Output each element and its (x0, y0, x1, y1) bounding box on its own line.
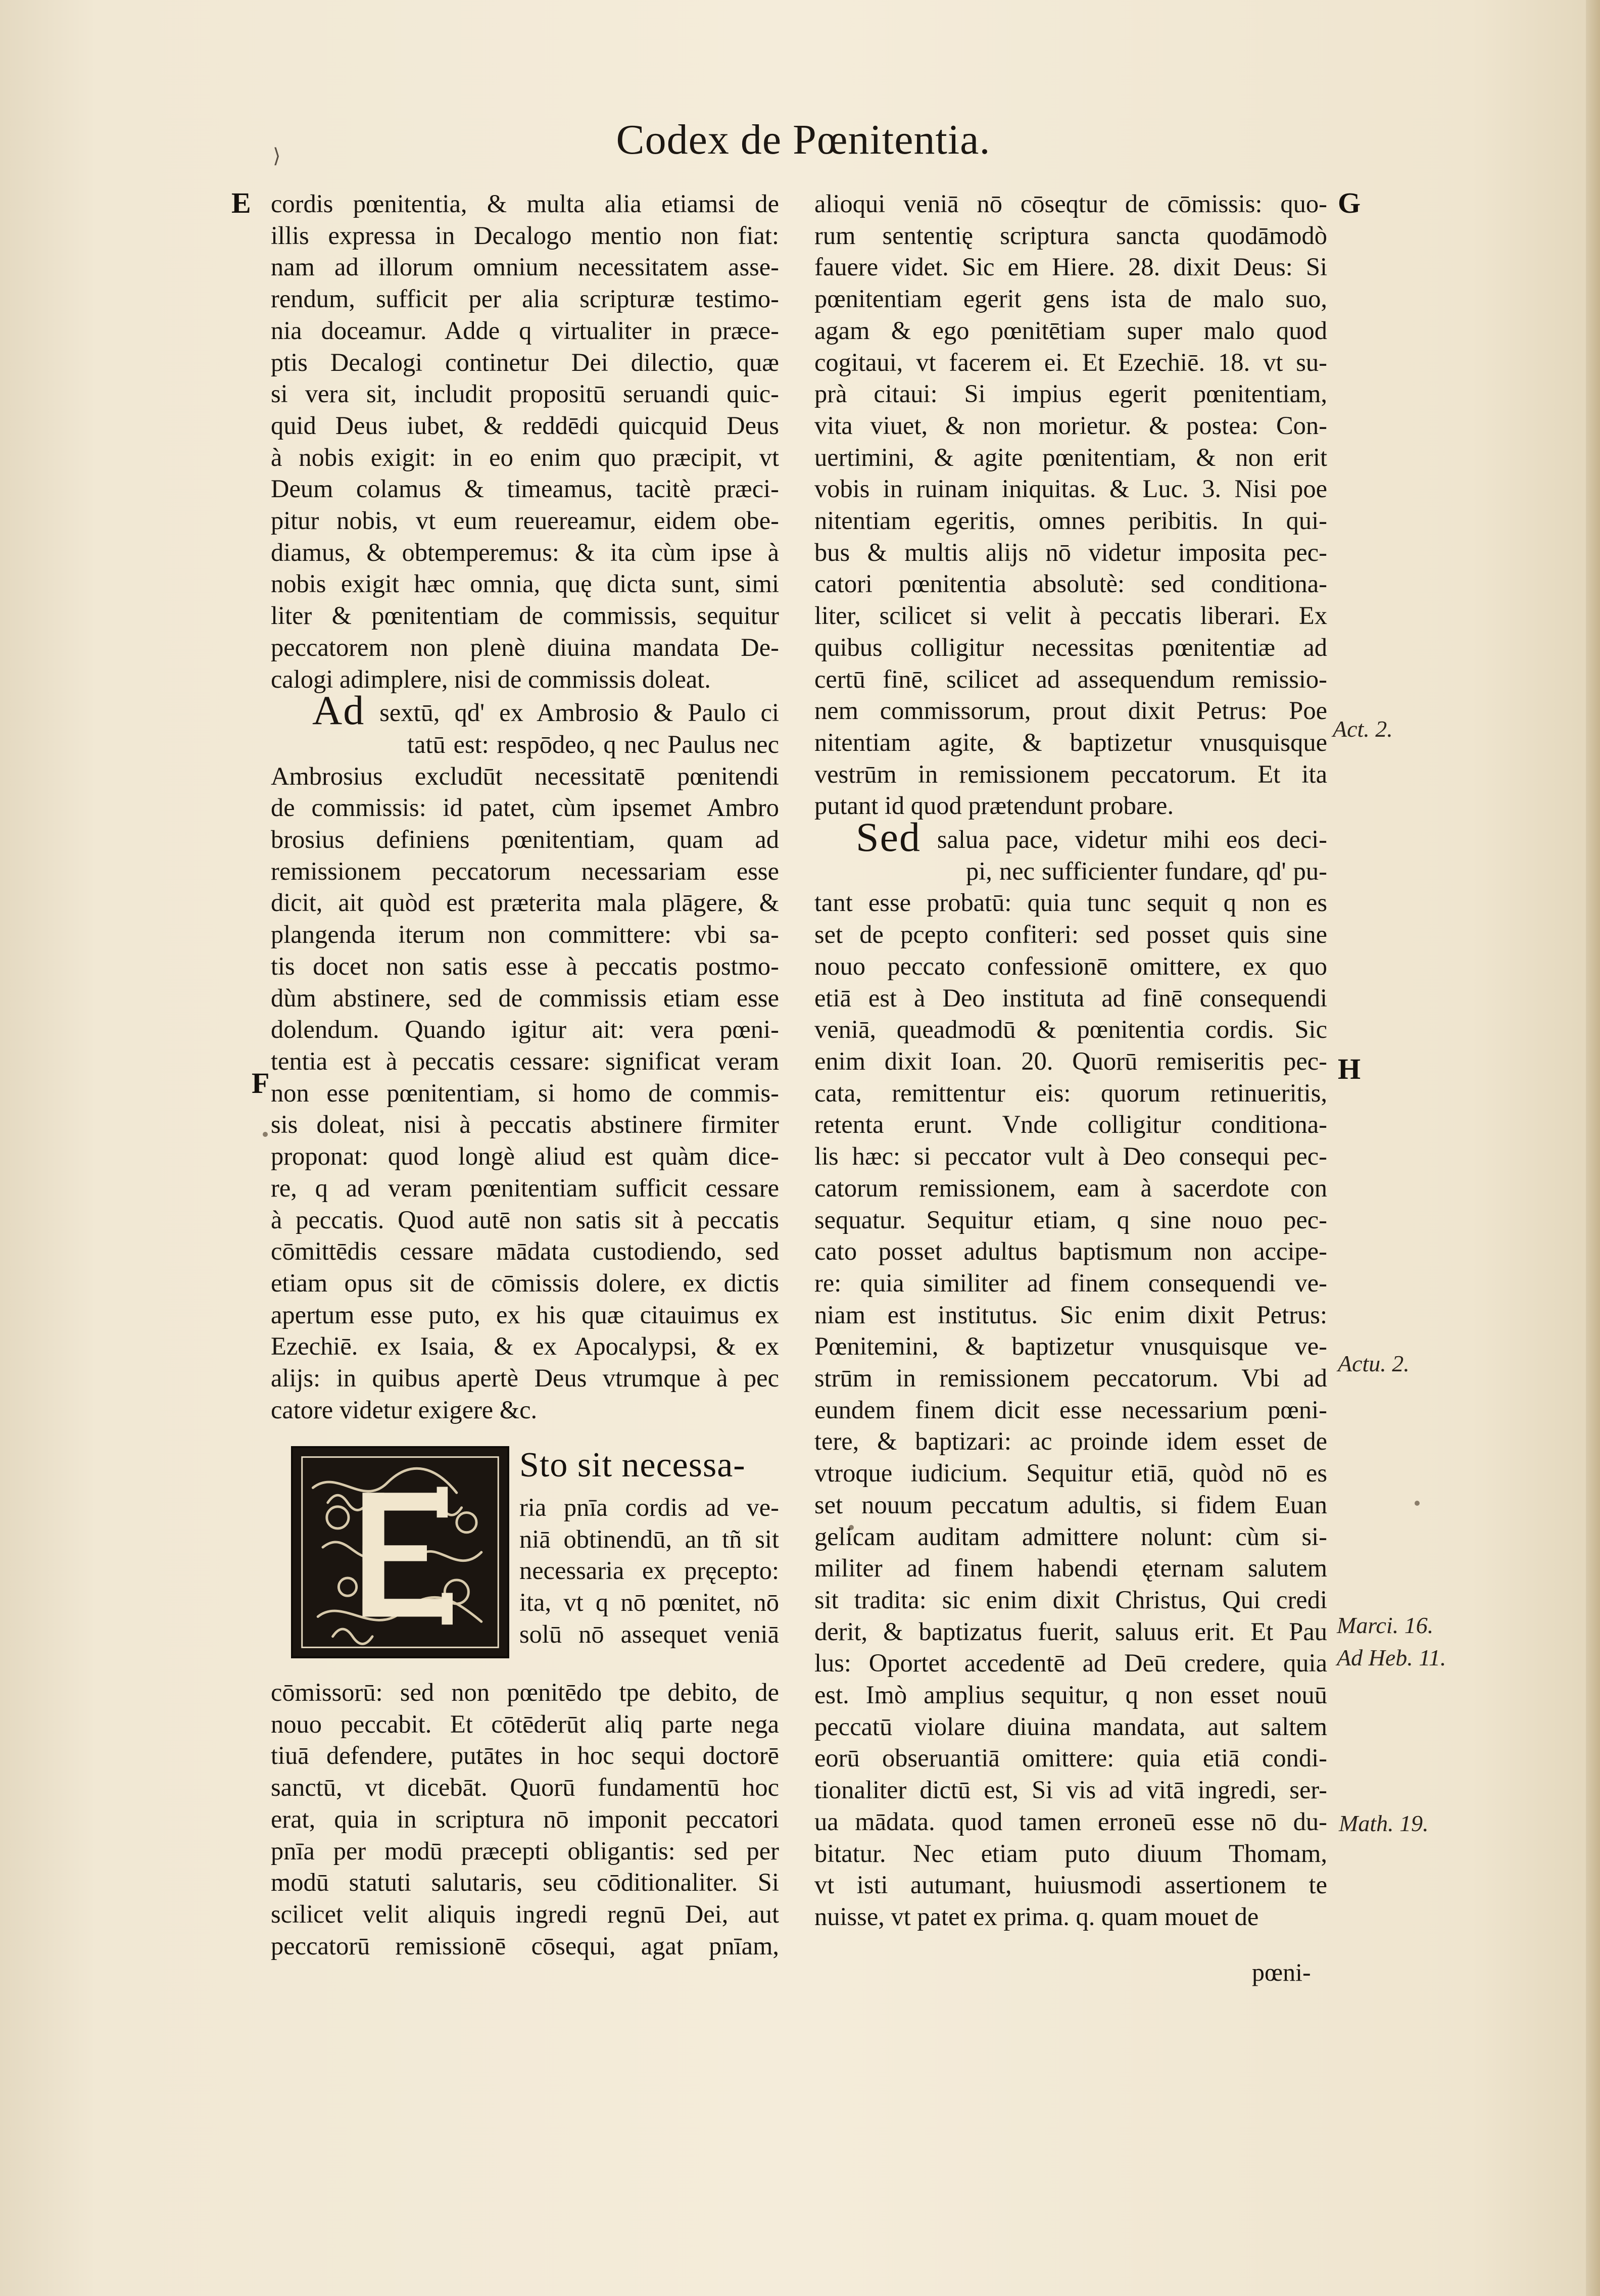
text-line: niam est institutus. Sic enim dixit Petrus: (814, 1300, 1327, 1329)
running-head: Codex de Pœnitentia. (616, 116, 991, 163)
text-line (271, 729, 779, 760)
text-line: dolendum. Quando igitur ait: vera pœni- (271, 1015, 779, 1044)
text-line: etiā est à Deo instituta ad finē consequendi (814, 983, 1327, 1012)
initial-ornament (293, 1448, 507, 1656)
text-line: pœnitentiam egerit gens ista de malo suo, (814, 284, 1327, 313)
text-line: pitur nobis, vt eum reuereamur, eidem obe- (271, 506, 779, 535)
text-line: peccatorem non plenè diuina mandata De- (271, 633, 779, 661)
incipit-heading: Sto sit necessa- (519, 1446, 746, 1485)
text-line: modū statuti salutaris, seu cōditionaliter. Si (271, 1868, 779, 1897)
text-line: est. Imò amplius sequitur, q non esset nouū (814, 1681, 1327, 1709)
text-line: necessaria ex pręcepto: (519, 1556, 779, 1585)
text-line: nia doceamur. Adde q virtualiter in præce- (271, 316, 779, 345)
text-line: liter, scilicet si velit à peccatis liberari. Ex (814, 601, 1327, 630)
text-line: putant id quod prætendunt probare. (814, 791, 1174, 820)
text-line: quid Deus iubet, & reddēdi quicquid Deus (271, 411, 779, 440)
text-line: nitentiam egeritis, omnes peribitis. In qui- (814, 506, 1327, 535)
text-line: cata, remittentur eis: quorum retinueritis, (814, 1078, 1327, 1107)
text-line (271, 695, 779, 729)
margin-note-marci: Marci. 16. (1337, 1612, 1434, 1638)
text-line: vita viuet, & non morietur. & postea: Con- (814, 411, 1327, 440)
text-line: sit tradita: sic enim dixit Christus, Qui credi (814, 1585, 1327, 1614)
margin-note-act: Act. 2. (1333, 716, 1393, 742)
text-line: tentia est à peccatis cessare: significat veram (271, 1046, 779, 1075)
text-line: cato posset adultus baptismum non accipe- (814, 1237, 1327, 1266)
text-line: ptis Decalogi continetur Dei dilectio, quæ (271, 348, 779, 376)
text-line: nouo peccato confessionē omittere, ex quo (814, 951, 1327, 980)
lead-word-ad: Ad (312, 695, 365, 729)
text-line: set de pcepto confiteri: sed posset quis sine (814, 920, 1327, 949)
left-beside-lines (519, 1492, 779, 1650)
margin-note-heb: Ad Heb. 11. (1337, 1645, 1446, 1670)
text-line: sis doleat, nisi à peccatis abstinere firmiter (271, 1110, 779, 1139)
text-line: ita, vt q nō pœnitet, nō (519, 1588, 779, 1617)
decorated-initial (291, 1446, 509, 1658)
right-paragraph-sed-lines (814, 887, 1327, 1932)
text-line: nouo peccabit. Et cōtēderūt aliq parte nega (271, 1709, 779, 1738)
text-line: re, q ad veram pœnitentiam sufficit cessare (271, 1173, 779, 1202)
text-line: solū nō assequet veniā (519, 1619, 779, 1648)
text-line: plangenda iterum non committere: vbi sa- (271, 920, 779, 949)
section-mark-g: G (1338, 186, 1361, 219)
text-line: Deum colamus & timeamus, tacitè præci- (271, 474, 779, 503)
text-line (814, 855, 1327, 887)
text-line: vobis in ruinam iniquitas. & Luc. 3. Nisi poe (814, 474, 1327, 503)
text-line: strūm in remissionem peccatorum. Vbi ad (814, 1364, 1327, 1393)
right-column (814, 188, 1327, 1933)
left-bottom-lines (271, 1677, 779, 1962)
text-line: nitentiam agite, & baptizetur vnusquisque (814, 728, 1327, 756)
text-line: rum sententię scriptura sancta quodāmodò (814, 221, 1327, 250)
text-line: diamus, & obtemperemus: & ita cùm ipse à (271, 538, 779, 566)
text-line: tant esse probatū: quia tunc sequit q non es (814, 888, 1327, 917)
text-line: agam & ego pœnitētiam super malo quod (814, 316, 1327, 345)
text-line: illis expressa in Decalogo mentio non fiat: (271, 221, 779, 250)
text-line: quibus colligitur necessitas pœnitentiæ ad (814, 633, 1327, 661)
margin-note-math: Math. 19. (1339, 1810, 1429, 1836)
section-mark-f: F (252, 1067, 270, 1099)
page-edge (1586, 0, 1600, 2296)
text-line: vt isti autumant, huiusmodi assertionem te (814, 1871, 1327, 1899)
text-line: Pœnitemini, & baptizetur vnusquisque ve- (814, 1332, 1327, 1361)
text-line: niā obtinendū, an tñ sit (519, 1524, 779, 1553)
text-line: fauere videt. Sic em Hiere. 28. dixit Deus: Si (814, 253, 1327, 281)
text-line: sanctū, vt dicebāt. Quorū fundamentū hoc (271, 1773, 779, 1802)
text-line-span: sextū, qd' ex Ambrosio & Paulo ci (379, 698, 779, 727)
text-line: set nouum peccatum adultis, si fidem Euan (814, 1490, 1327, 1519)
text-line: tere, & baptizari: ac proinde idem esset de (814, 1427, 1327, 1456)
left-beside-initial (519, 1492, 779, 1650)
text-line: Ambrosius excludūt necessitatē pœnitendi (271, 761, 779, 790)
text-line: nuisse, vt patet ex prima. q. quam mouet de (814, 1902, 1259, 1931)
text-line (814, 822, 1327, 855)
text-line: gelicam auditam admittere nolunt: cùm si- (814, 1522, 1327, 1551)
text-line: etiam opus sit de cōmissis dolere, ex dictis (271, 1268, 779, 1297)
text-line: ua mādata. quod tamen erroneū esse nō du- (814, 1807, 1327, 1836)
text-line: rendum, sufficit per alia scripturæ testimo- (271, 284, 779, 313)
text-line: lus: Oportet accedentē ad Deū credere, quia (814, 1649, 1327, 1678)
text-line: erat, quia in scriptura nō imponit peccatori (271, 1804, 779, 1833)
text-line: proponat: quod longè aliud est quàm dice- (271, 1142, 779, 1171)
left-paragraph-top (271, 188, 779, 695)
ink-mark (1415, 1501, 1420, 1506)
text-line: vestrūm in remissionem peccatorum. Et ita (814, 759, 1327, 788)
margin-note-actu: Actu. 2. (1338, 1351, 1410, 1376)
text-line: sequatur. Sequitur etiam, q sine nouo pec- (814, 1205, 1327, 1234)
text-line: lis hæc: si peccator vult à Deo consequi pec- (814, 1142, 1327, 1171)
section-mark-e: E (231, 186, 251, 219)
text-line: à peccatis. Quod autē non satis sit à peccatis (271, 1205, 779, 1234)
text-line-span: pi, nec sufficienter fundare, qd' pu- (966, 856, 1327, 885)
text-line: de commissis: id patet, cùm ipsemet Ambro (271, 793, 779, 822)
text-line-span: tatū est: respōdeo, q nec Paulus nec (407, 730, 779, 758)
text-line: bitatur. Nec etiam puto diuum Thomam, (814, 1839, 1327, 1868)
text-line: catorum remissionem, eam à sacerdote con (814, 1173, 1327, 1202)
text-line: liter & pœnitentiam de commissis, sequitur (271, 601, 779, 630)
text-line: eundem finem dicit esse necessarium pœni- (814, 1395, 1327, 1424)
left-paragraph-ad-lines (271, 760, 779, 1426)
text-line: cōmittēdis cessare mādata custodiendo, sed (271, 1237, 779, 1266)
text-line: retenta erunt. Vnde colligitur conditiona- (814, 1110, 1327, 1139)
lead-word-sed: Sed (856, 822, 921, 855)
right-paragraph-top (814, 188, 1327, 822)
head-mark: ⟩ (273, 145, 281, 168)
text-line: catore videtur exigere &c. (271, 1395, 538, 1424)
text-line: alijs: in quibus apertè Deus vtrumque à pec (271, 1364, 779, 1393)
text-line: derit, & baptizatus fuerit, saluus erit. Et Pau (814, 1617, 1327, 1646)
text-line: uertimini, & agite pœnitentiam, & non erit (814, 443, 1327, 471)
text-line: peccatorū remissionē cōsequi, agat pnīam, (271, 1931, 779, 1960)
section-mark-h: H (1338, 1053, 1361, 1085)
left-column (271, 188, 779, 1425)
text-line: catori pœnitentia absolutè: sed conditiona- (814, 569, 1327, 598)
text-line: à nobis exigit: in eo enim quo præcipit, vt (271, 443, 779, 471)
text-line: eorū obseruantiā omittere: quia etiā condi- (814, 1744, 1327, 1773)
text-line: peccatū violare diuina mandata, aut saltem (814, 1712, 1327, 1741)
text-line: non esse pœnitentiam, si homo de commis- (271, 1078, 779, 1107)
text-line: militer ad finem habendi ęternam salutem (814, 1554, 1327, 1583)
text-line: enim dixit Ioan. 20. Quorū remiseritis pec- (814, 1046, 1327, 1075)
left-bottom (271, 1677, 779, 1962)
text-line: alioqui veniā nō cōseqtur de cōmissis: quo- (814, 189, 1327, 218)
text-line: nem commissorum, prout dixit Petrus: Poe (814, 696, 1327, 725)
text-line: scilicet velit aliquis ingredi regnū Dei, aut (271, 1899, 779, 1928)
text-line: brosius definiens pœnitentiam, quam ad (271, 825, 779, 854)
text-line: prà citaui: Si impius egerit pœnitentiam, (814, 379, 1327, 408)
text-line: nobis exigit hæc omnia, quę dicta sunt, simi (271, 569, 779, 598)
text-line: bus & multis alijs nō videtur imposita pec- (814, 538, 1327, 566)
right-paragraph-sed (814, 822, 1327, 1933)
text-line: Ezechiē. ex Isaia, & ex Apocalypsi, & ex (271, 1332, 779, 1361)
text-line: veniā, queadmodū & pœnitentia cordis. Sic (814, 1015, 1327, 1044)
text-line: dùm abstinere, sed de commissis etiam esse (271, 983, 779, 1012)
catchword: pœni- (1252, 1958, 1311, 1986)
text-line: re: quia similiter ad finem consequendi ve- (814, 1268, 1327, 1297)
text-line: pnīa per modū præcepti obligantis: sed per (271, 1836, 779, 1865)
text-line: tionaliter dictū est, Si vis ad vitā ingredi, ser- (814, 1776, 1327, 1804)
text-line: vtroque iudicium. Sequitur etiā, quòd nō es (814, 1459, 1327, 1488)
text-line: remissionem peccatorum necessariam esse (271, 856, 779, 885)
text-line: si vera sit, includit propositū seruandi quic- (271, 379, 779, 408)
text-line: nam ad illorum omnium necessitatem asse- (271, 253, 779, 281)
text-line: dicit, ait quòd est præterita mala plāgere, & (271, 888, 779, 917)
text-line: cogitaui, vt facerem ei. Et Ezechiē. 18. vt su- (814, 348, 1327, 376)
left-paragraph-ad (271, 695, 779, 1425)
text-line: certū finē, scilicet ad assequendum remissio- (814, 664, 1327, 693)
text-line: cordis pœnitentia, & multa alia etiamsi de (271, 189, 779, 218)
text-line: tis docet non satis esse à peccatis postmo- (271, 951, 779, 980)
text-line: apertum esse puto, ex his quæ citauimus ex (271, 1300, 779, 1329)
text-line: ria pnīa cordis ad ve- (519, 1493, 779, 1521)
ink-mark (263, 1132, 268, 1137)
text-line-span: salua pace, videtur mihi eos deci- (937, 825, 1327, 854)
text-line: calogi adimplere, nisi de commissis doleat. (271, 664, 711, 693)
text-line: tiuā defendere, putātes in hoc sequi doctorē (271, 1741, 779, 1770)
text-line: cōmissorū: sed non pœnitēdo tpe debito, de (271, 1678, 779, 1706)
